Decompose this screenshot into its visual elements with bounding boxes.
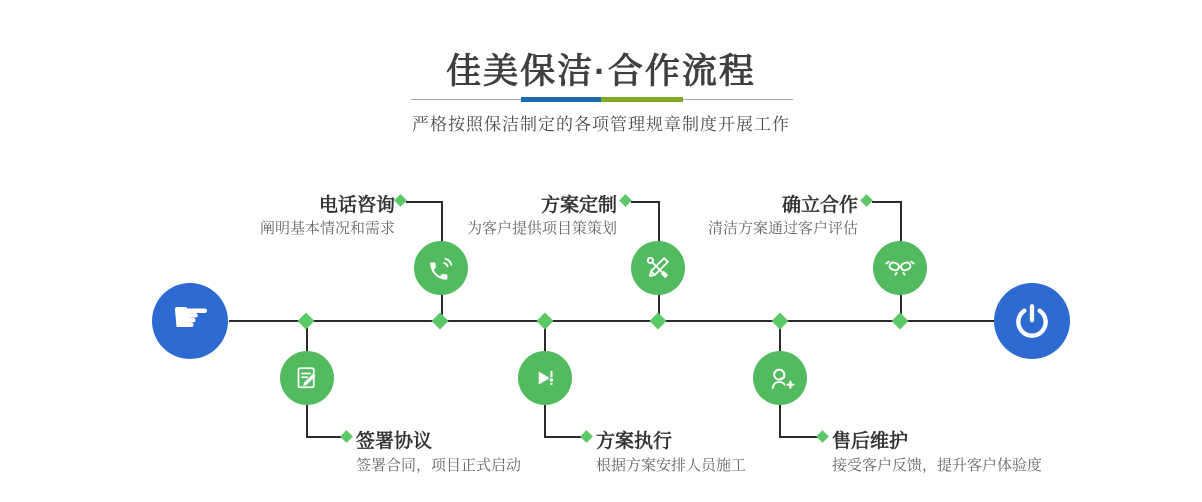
step-node-contract (280, 351, 334, 405)
divider-green-segment (601, 97, 683, 102)
step-title: 电话咨询 (318, 195, 395, 216)
pencil-wrench-icon (643, 253, 673, 283)
step-node-execute (518, 351, 572, 405)
handshake-icon (884, 252, 916, 284)
power-icon (1012, 301, 1052, 341)
step-description: 阐明基本情况和需求 (259, 220, 395, 237)
phone-icon (426, 253, 456, 283)
step-node-phone (414, 241, 468, 295)
step-node-cooperate (873, 241, 927, 295)
step-description: 签署合同，项目正式启动 (356, 457, 522, 474)
play-execute-icon (530, 363, 560, 393)
title-divider-accent (521, 97, 683, 102)
page-title: 佳美保洁·合作流程 (446, 52, 756, 91)
label-diamond-step-1 (394, 194, 407, 207)
step-description: 清洁方案通过客户评估 (707, 220, 858, 237)
pointing-hand-icon: ☛ (171, 292, 211, 343)
step-title: 方案执行 (596, 431, 673, 452)
contract-pen-icon (292, 363, 322, 393)
step-node-aftersales (753, 351, 807, 405)
page-subtitle: 严格按照保洁制定的各项管理规章制度开展工作 (412, 115, 790, 134)
step-description: 为客户提供项目策策划 (466, 220, 617, 237)
divider-blue-segment (521, 97, 601, 102)
step-title: 方案定制 (540, 195, 617, 216)
step-node-plan (631, 241, 685, 295)
label-diamond-step-5 (580, 430, 593, 443)
step-description: 接受客户反馈，提升客户体验度 (832, 457, 1043, 474)
label-diamond-step-3 (860, 194, 873, 207)
step-title: 签署协议 (356, 431, 433, 452)
label-diamond-step-2 (619, 194, 632, 207)
step-title: 确立合作 (781, 195, 858, 216)
end-node (994, 283, 1070, 359)
label-diamond-step-4 (340, 430, 353, 443)
step-title: 售后维护 (832, 431, 909, 452)
headset-plus-icon (765, 363, 796, 394)
step-description: 根据方案安排人员施工 (596, 457, 747, 474)
start-node (152, 283, 228, 359)
